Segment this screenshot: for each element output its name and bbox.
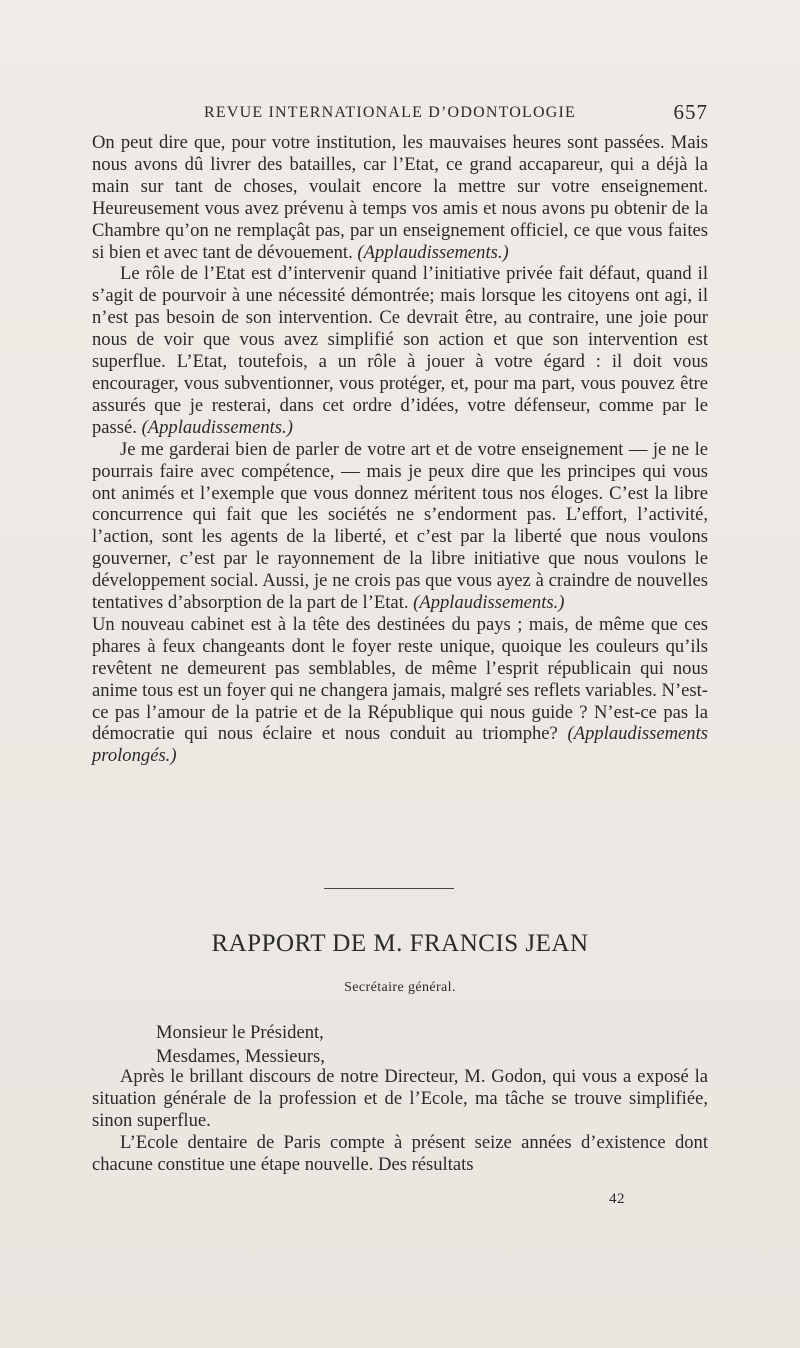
paragraph-3 [92,439,708,614]
salutation [156,1021,325,1069]
applause-note-4: (Applaudissements prolongés.) [92,723,708,767]
report-paragraph-1: Après le brillant discours de notre Directeur, M. Godon, qui vous a exposé la situation générale de la profession et de l’Ecole, ma tâche se trouve simplifiée, sinon superflue. [92,1066,708,1131]
journal-title: REVUE INTERNATIONALE D’ODONTOLOGIE [204,104,577,121]
report-paragraph-2: L’Ecole dentaire de Paris compte à présent seize années d’existence dont chacune constitue une étape nouvelle. Des résultats [92,1131,708,1175]
section-divider [324,888,454,889]
paragraph-2-text: Le rôle de l’Etat est d’intervenir quand l’initiative privée fait défaut, quand il s’agit de pourvoir à une nécessité démontrée; mais lorsque les citoyens ont agi, il n’est pas besoin de son intervention. Ce devrait être, au contraire, une joie pour nous de voir que vous avez simplifié son action et que son intervention est superflue. L’Etat, toutefois, a un rôle à jouer à votre égard : il doit vous encourager, vous subventionner, vous protéger, et, pour ma part, vous pouvez être assurés que je resterai, dans cet ordre d’idées, votre défenseur, comme par le passé. [92,263,708,438]
paragraph-4-text: Un nouveau cabinet est à la tête des destinées du pays ; mais, de même que ces phares à feux changeants dont le foyer reste unique, quoique les couleurs qu’ils revêtent ne demeurent pas semblables, de même l’esprit républicain qui nous anime tous est un foyer qui ne changera jamais, malgré ses reflets variables. N’est-ce pas l’amour de la patrie et de la République qui nous guide ? N’est-ce pas la démocratie qui nous éclaire et nous conduit au triomphe? [92,613,708,745]
paragraph-4 [92,614,708,767]
running-header [92,100,708,126]
report-subtitle: Secrétaire général. [344,980,456,995]
applause-note-1: (Applaudissements.) [357,241,509,263]
paragraph-3-text: Je me garderai bien de parler de votre art et de votre enseignement — je ne le pourrais faire avec compétence, — mais je peux dire que les principes qui vous ont animés et l’exemple que vous donnez méritent tous nos éloges. C’est la libre concurrence qui fait que les sociétés ne s’endorment pas. L’effort, l’activité, l’action, sont les agents de la liberté, et c’est par la liberté que nous voulons gouverner, c’est par le rayonnement de la libre initiative que nous voulons le développement social. Aussi, je ne crois pas que vous ayez à craindre de nouvelles tentatives d’absorption de la part de l’Etat. [92,438,708,614]
applause-note-3: (Applaudissements.) [413,592,565,614]
paragraph-1 [92,132,708,263]
speech-text [92,132,708,767]
salutation-line-1: Monsieur le Président, [156,1022,324,1043]
salutation-line-2: Mesdames, Messieurs, [156,1046,325,1067]
page-number: 657 [673,100,708,124]
paragraph-2 [92,263,708,438]
report-text [92,1066,708,1176]
applause-note-2: (Applaudissements.) [141,416,293,438]
paragraph-1-text: On peut dire que, pour votre institution, les mauvaises heures sont passées. Mais nous avons dû livrer des batailles, car l’Etat, ce grand accapareur, qui a déjà la main sur tant de choses, voulait encore la mettre sur votre enseignement. Heureusement vous avez prévenu à temps vos amis et nous avons pu obtenir de la Chambre qu’on ne remplaçât pas, par un enseignement officiel, ce que vous faites si bien et avec tant de dévouement. [92,132,708,263]
signature-mark: 42 [609,1191,625,1207]
report-title: RAPPORT DE M. FRANCIS JEAN [211,930,589,957]
